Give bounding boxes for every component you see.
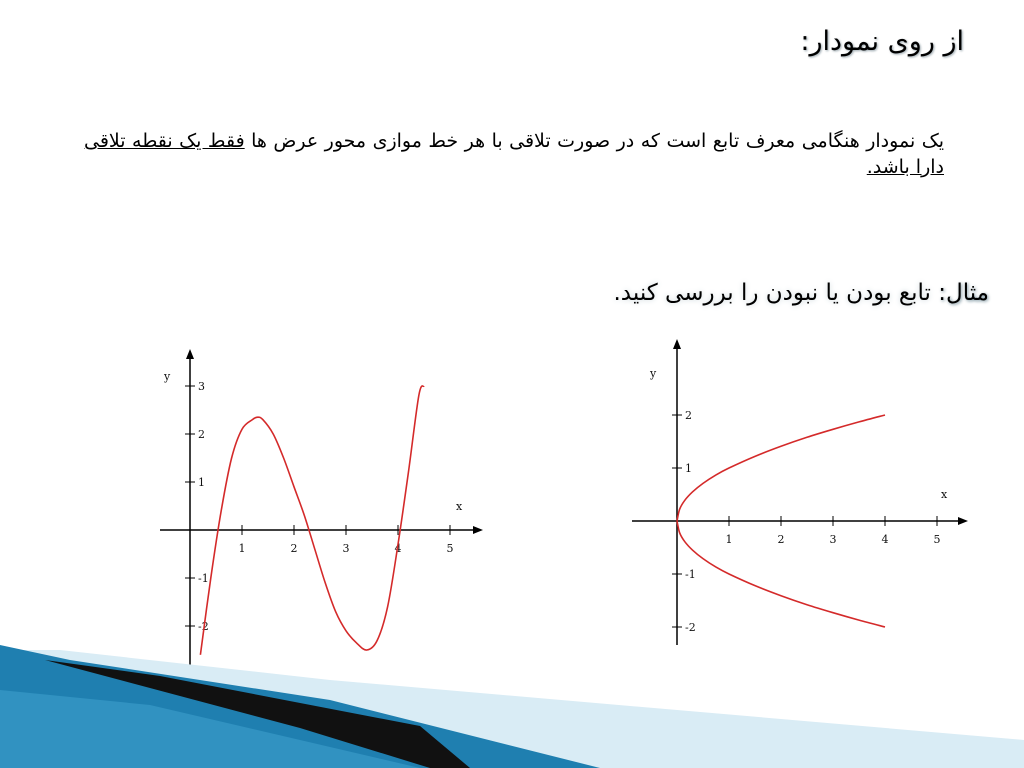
- y-axis-label: y: [164, 370, 171, 383]
- y-tick-label: 1: [198, 476, 205, 489]
- x-tick-label: 5: [446, 542, 454, 555]
- y-tick-label: 2: [198, 428, 205, 441]
- y-tick-label: -1: [198, 572, 209, 585]
- y-axis-label: y: [650, 367, 657, 380]
- x-tick-label: 1: [725, 533, 733, 546]
- y-tick-label: -2: [198, 620, 209, 633]
- x-tick-label: 2: [290, 542, 298, 555]
- slide-title: از روی نمودار:: [800, 26, 964, 57]
- definition-text: یک نمودار هنگامی معرف تابع است که در صورت تلاقی با هر خط موازی محور عرض ها: [244, 130, 944, 152]
- x-tick-label: 1: [238, 542, 246, 555]
- y-tick-label: 1: [685, 462, 692, 475]
- x-tick-label: 3: [342, 542, 350, 555]
- x-tick-label: 4: [881, 533, 889, 546]
- x-tick-label: 4: [394, 542, 402, 555]
- y-tick-label: -2: [685, 621, 696, 634]
- y-tick-label: 2: [685, 409, 692, 422]
- x-tick-label: 2: [777, 533, 785, 546]
- x-tick-label: 5: [933, 533, 941, 546]
- x-tick-label: 3: [829, 533, 837, 546]
- example-text: تابع بودن یا نبودن را بررسی کنید.: [613, 280, 939, 306]
- x-axis-label: x: [456, 500, 463, 513]
- definition-underlined-text: فقط یک نقطه تلاقی دارا باشد.: [84, 130, 944, 178]
- x-axis-label: x: [941, 488, 948, 501]
- example-label: مثال:: [938, 280, 989, 306]
- y-tick-label: -1: [685, 568, 696, 581]
- y-tick-label: 3: [198, 380, 205, 393]
